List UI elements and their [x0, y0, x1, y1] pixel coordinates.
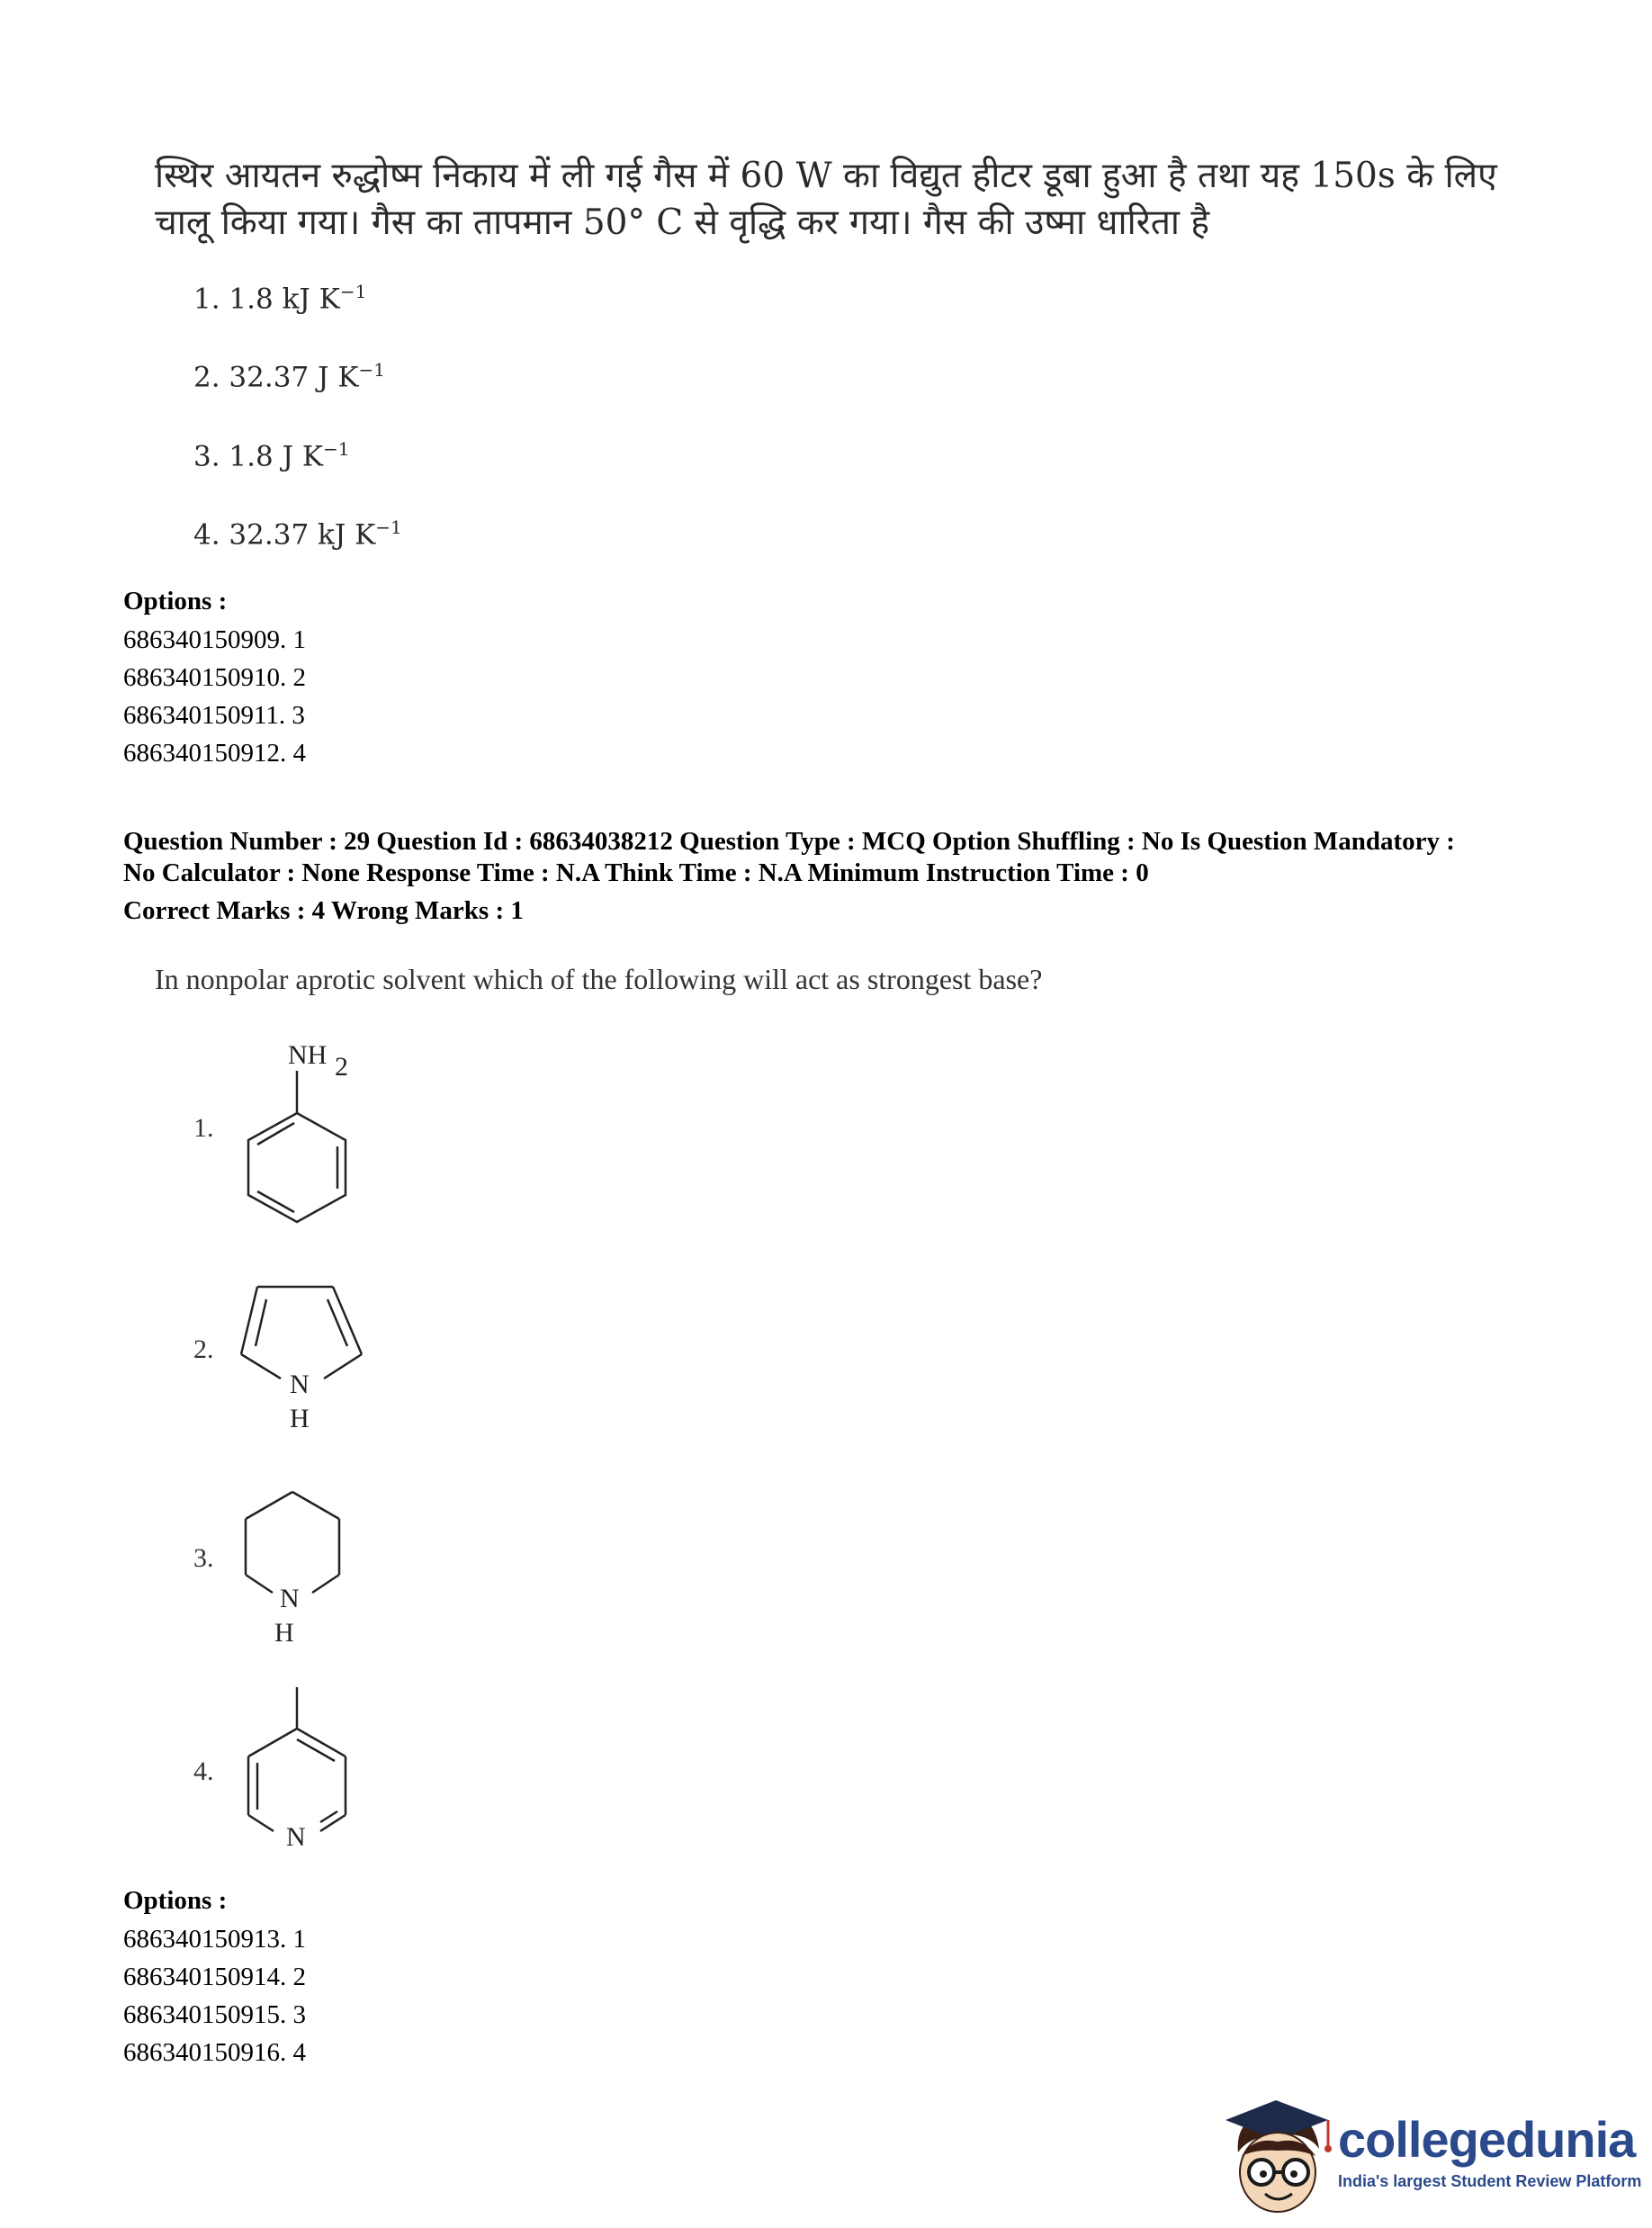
atom-label-nh: NH: [288, 1040, 328, 1070]
atom-label-h: H: [290, 1404, 310, 1433]
choice-2: [193, 359, 385, 393]
question-meta-line-1: Question Number : 29 Question Id : 68634038212 Question Type : MCQ Option Shuffling : No Is Question Mandatory :: [123, 827, 1455, 856]
choice-text: 3. 1.8 J K: [193, 440, 324, 473]
atom-label-n: N: [290, 1370, 310, 1399]
choice-superscript: −1: [339, 281, 367, 302]
choice-number-1: 1.: [193, 1113, 214, 1143]
option-code: 686340150909. 1: [123, 625, 306, 654]
choice-1: [193, 281, 366, 315]
option-code: 686340150914. 2: [123, 1963, 306, 1991]
option-code: 686340150915. 3: [123, 2000, 306, 2029]
choice-number-4: 4.: [193, 1756, 214, 1786]
choice-superscript: −1: [358, 359, 385, 381]
atom-label-subscript: 2: [335, 1052, 348, 1082]
atom-label-n: N: [286, 1822, 306, 1852]
piperidine-structure: [229, 1483, 355, 1645]
choice-text: 1. 1.8 kJ K: [193, 283, 340, 316]
choice-superscript: −1: [323, 438, 350, 460]
question-text-hindi: स्थिर आयतन रुद्धोष्म निकाय में ली गई गैस में 60 W का विद्युत हीटर डूबा हुआ है तथा यह 150s के लिए चालू किया गया। गैस का तापमान 50° C से वृद्धि कर गया। गैस की उष्मा धारिता है: [155, 156, 1497, 243]
option-code: 686340150916. 4: [123, 2038, 306, 2067]
choice-text: 4. 32.37 kJ K: [193, 518, 376, 552]
mascot-icon: [1222, 2097, 1339, 2218]
option-code: 686340150910. 2: [123, 663, 306, 692]
question-meta: [123, 826, 1599, 889]
option-code: 686340150913. 1: [123, 1925, 306, 1954]
pyrrole-structure: [234, 1278, 378, 1435]
logo-tagline: India's largest Student Review Platform: [1338, 2172, 1642, 2190]
logo-wordmark: collegedunia: [1338, 2111, 1636, 2168]
choice-number-3: 3.: [193, 1543, 214, 1573]
atom-label-h: H: [274, 1618, 294, 1645]
option-code: 686340150911. 3: [123, 701, 305, 730]
choice-number-2: 2.: [193, 1334, 214, 1364]
options-label: Options :: [123, 1886, 228, 1915]
question-text-english: In nonpolar aprotic solvent which of the following will act as strongest base?: [155, 963, 1043, 995]
atom-label-n: N: [280, 1584, 300, 1613]
option-code: 686340150912. 4: [123, 739, 306, 768]
choice-superscript: −1: [375, 517, 402, 538]
question-meta-line-2: No Calculator : None Response Time : N.A Think Time : N.A Minimum Instruction Time : 0: [123, 858, 1149, 887]
aniline-structure: [234, 1030, 378, 1237]
choice-3: [193, 438, 350, 472]
choice-text: 2. 32.37 J K: [193, 361, 359, 394]
methylpyridine-structure: [234, 1687, 378, 1858]
choice-4: [193, 517, 402, 551]
marks-line: Correct Marks : 4 Wrong Marks : 1: [123, 896, 524, 925]
options-label: Options :: [123, 587, 228, 615]
